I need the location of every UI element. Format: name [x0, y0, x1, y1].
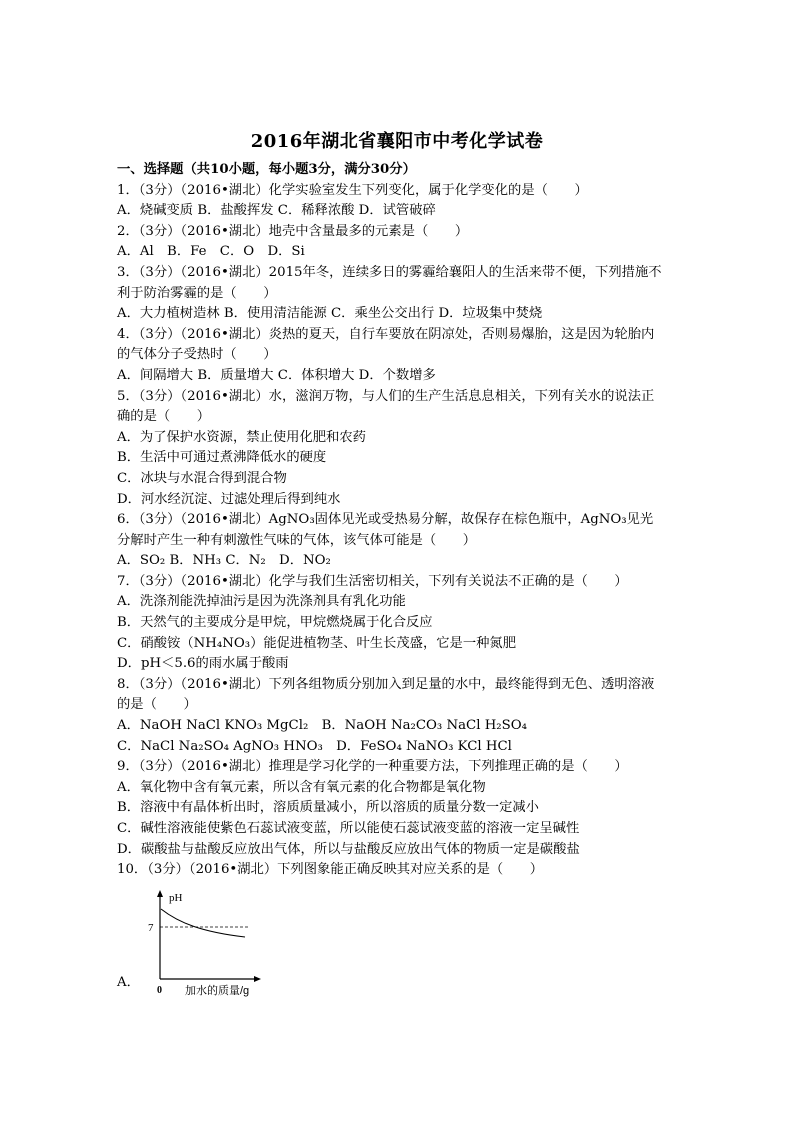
- question-line: A．氧化物中含有氧元素，所以含有氧元素的化合物都是氧化物: [117, 779, 486, 795]
- question-line: D．河水经沉淀、过滤处理后得到纯水: [117, 491, 341, 507]
- question-line: C．硝酸铵（NH₄NO₃）能促进植物茎、叶生长茂盛，它是一种氮肥: [117, 635, 517, 651]
- question-line: 7．（3分）（2016•湖北）化学与我们生活密切相关，下列有关说法不正确的是（ ）: [117, 573, 628, 589]
- question-line: 8．（3分）（2016•湖北）下列各组物质分别加入到足量的水中，最终能得到无色、透明溶液: [117, 676, 655, 692]
- ph-figure: [117, 887, 317, 997]
- question-line: 9．（3分）（2016•湖北）推理是学习化学的一种重要方法，下列推理正确的是（ ）: [117, 759, 628, 775]
- question-line: 的是（ ）: [117, 697, 197, 713]
- question-body: [117, 160, 687, 997]
- y-axis-arrow: [157, 890, 163, 897]
- option-a-label: A．: [117, 974, 140, 990]
- question-line: 3．（3分）（2016•湖北）2015年冬，连续多日的雾霾给襄阳人的生活来带不便，下列措施不: [117, 264, 662, 280]
- question-line: A．洗涤剂能洗掉油污是因为洗涤剂具有乳化功能: [117, 594, 406, 610]
- question-line: 5．（3分）（2016•湖北）水，滋润万物，与人们的生产生活息息相关，下列有关水的说法正: [117, 388, 655, 404]
- question-line: B．溶液中有晶体析出时，溶质质量减小，所以溶质的质量分数一定减小: [117, 800, 539, 816]
- question-line: A．NaOH NaCl KNO₃ MgCl₂ B．NaOH Na₂CO₃ NaCl H₂SO₄: [117, 718, 527, 734]
- question-line: 4．（3分）（2016•湖北）炎热的夏天，自行车要放在阴凉处，否则易爆胎，这是因为轮胎内: [117, 326, 655, 342]
- question-line: A．烧碱变质 B．盐酸挥发 C．稀释浓酸 D．试管破碎: [117, 203, 436, 219]
- ph-graph: [117, 887, 317, 997]
- question-line: 分解时产生一种有刺激性气味的气体，该气体可能是（ ）: [117, 532, 477, 548]
- question-line: C．NaCl Na₂SO₄ AgNO₃ HNO₃ D．FeSO₄ NaNO₃ KCl HCl: [117, 738, 512, 754]
- question-line: A．大力植树造林 B．使用清洁能源 C．乘坐公交出行 D．垃圾集中焚烧: [117, 306, 543, 322]
- page-title: 2016年湖北省襄阳市中考化学试卷: [250, 131, 544, 152]
- ph-curve: [161, 909, 245, 937]
- question-line: D．碳酸盐与盐酸反应放出气体，所以与盐酸反应放出气体的物质一定是碳酸盐: [117, 841, 580, 857]
- question-line: 2．（3分）（2016•湖北）地壳中含量最多的元素是（ ）: [117, 223, 469, 239]
- question-line: A．Al B．Fe C．O D．Si: [117, 244, 305, 260]
- question-line: 的气体分子受热时（ ）: [117, 347, 277, 363]
- question-line: 6．（3分）（2016•湖北）AgNO₃固体见光或受热易分解，故保存在棕色瓶中，AgNO₃见光: [117, 512, 654, 528]
- x-axis-arrow: [254, 976, 261, 982]
- x-axis-label: 加水的质量/g: [185, 984, 250, 997]
- question-line: D．pH＜5.6的雨水属于酸雨: [117, 656, 289, 672]
- y-axis-label: pH: [169, 891, 183, 904]
- question-line: C．碱性溶液能使紫色石蕊试液变蓝，所以能使石蕊试液变蓝的溶液一定呈碱性: [117, 821, 580, 836]
- tick-7-label: 7: [148, 921, 154, 934]
- question-line: A．为了保护水资源，禁止使用化肥和农药: [117, 429, 366, 445]
- question-line: A．间隔增大 B．质量增大 C．体积增大 D．个数增多: [117, 367, 436, 383]
- question-line: 10．（3分）（2016•湖北）下列图象能正确反映其对应关系的是（ ）: [117, 862, 544, 878]
- question-line: 确的是（ ）: [117, 409, 211, 425]
- question-line: C．冰块与水混合得到混合物: [117, 470, 287, 486]
- question-line: 1．（3分）（2016•湖北）化学实验室发生下列变化，属于化学变化的是（ ）: [117, 182, 588, 198]
- question-line: B．生活中可通过煮沸降低水的硬度: [117, 450, 327, 466]
- question-line: 利于防治雾霾的是（ ）: [117, 285, 277, 301]
- origin-label: 0: [157, 984, 162, 996]
- question-line: B．天然气的主要成分是甲烷，甲烷燃烧属于化合反应: [117, 615, 433, 631]
- section-heading: 一、选择题（共10小题，每小题3分，满分30分）: [117, 162, 416, 177]
- question-line: A．SO₂ B．NH₃ C．N₂ D．NO₂: [117, 553, 331, 569]
